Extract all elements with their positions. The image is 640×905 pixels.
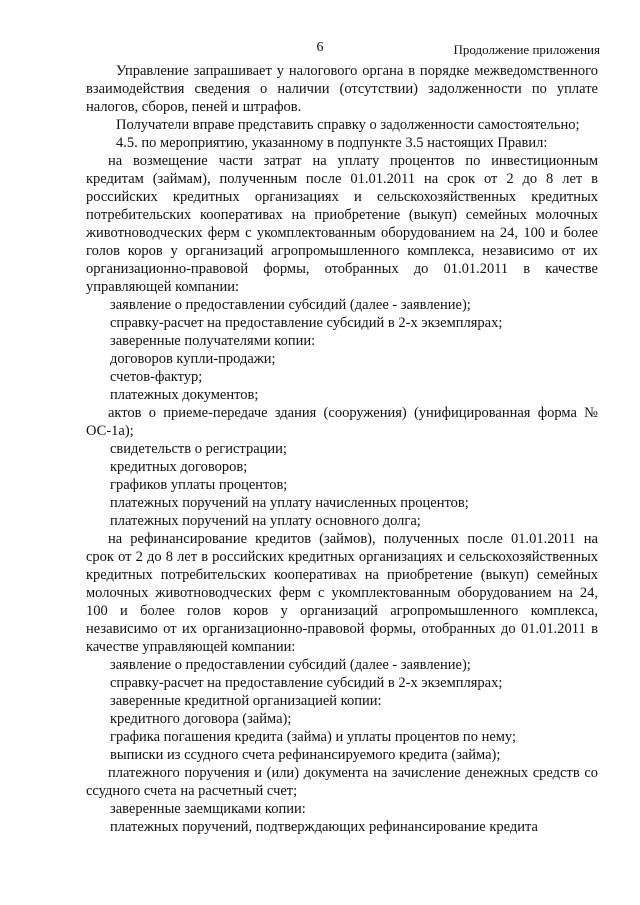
list-item: актов о приеме-передаче здания (сооружения) (унифицированная форма № ОС-1а); bbox=[86, 405, 598, 439]
paragraph: на возмещение части затрат на уплату процентов по инвестиционным кредитам (займам), полученным после 01.01.2011 на срок от 2 до 8 лет в российских кредитных организациях и сельскохозяйственных кредитных потребительских кооперативах на приобретение (выкуп) семейных молочных животноводческих ферм с укомплектованным оборудованием на 24, 100 и более голов коров у организаций агропромышленного комплекса, независимо от их организационно-правовой формы, отобранных до 01.01.2011 в качестве управляющей компании: bbox=[86, 153, 598, 295]
list-item: платежных поручений на уплату начисленных процентов; bbox=[110, 495, 469, 511]
list-item: кредитного договора (займа); bbox=[110, 711, 292, 727]
list-item: справку-расчет на предоставление субсидий в 2-х экземплярах; bbox=[110, 675, 503, 691]
list-item: заявление о предоставлении субсидий (далее - заявление); bbox=[110, 657, 471, 673]
list-item: платежных документов; bbox=[110, 387, 259, 403]
list-item: свидетельств о регистрации; bbox=[110, 441, 287, 457]
list-item: заявление о предоставлении субсидий (далее - заявление); bbox=[110, 297, 471, 313]
list-item: заверенные получателями копии: bbox=[110, 333, 316, 349]
paragraph: на рефинансирование кредитов (займов), полученных после 01.01.2011 на срок от 2 до 8 лет в российских кредитных организациях и сельскохозяйственных кредитных потребительских кооперативах на приобретение (выкуп) семейных молочных животноводческих ферм с укомплектованным оборудованием на 24, 100 и более голов коров у организаций агропромышленного комплекса, независимо от их организационно-правовой формы, отобранных до 01.01.2011 в качестве управляющей компании: bbox=[86, 531, 598, 655]
paragraph: Управление запрашивает у налогового органа в порядке межведомственного взаимодействия сведения о наличии (отсутствии) задолженности по уплате налогов, сборов, пеней и штрафов. bbox=[86, 63, 598, 115]
list-item: графиков уплаты процентов; bbox=[110, 477, 288, 493]
list-item: графика погашения кредита (займа) и уплаты процентов по нему; bbox=[110, 729, 517, 745]
list-item: договоров купли-продажи; bbox=[110, 351, 276, 367]
list-item: выписки из ссудного счета рефинансируемого кредита (займа); bbox=[110, 747, 501, 763]
paragraph: 4.5. по мероприятию, указанному в подпункте 3.5 настоящих Правил: bbox=[116, 135, 548, 151]
list-item: заверенные кредитной организацией копии: bbox=[110, 693, 382, 709]
document-body bbox=[86, 62, 598, 836]
list-item: справку-расчет на предоставление субсидий в 2-х экземплярах; bbox=[110, 315, 503, 331]
list-item: платежных поручений на уплату основного долга; bbox=[110, 513, 421, 529]
list-item: кредитных договоров; bbox=[110, 459, 248, 475]
page-number: 6 bbox=[316, 40, 324, 55]
paragraph: Получатели вправе представить справку о задолженности самостоятельно; bbox=[116, 117, 580, 133]
list-item: заверенные заемщиками копии: bbox=[110, 801, 306, 817]
continuation-note: Продолжение приложения bbox=[453, 42, 600, 57]
list-item: платежного поручения и (или) документа на зачисление денежных средств со ссудного счета на расчетный счет; bbox=[86, 765, 598, 799]
list-item: платежных поручений, подтверждающих рефинансирование кредита bbox=[110, 819, 538, 835]
list-item: счетов-фактур; bbox=[110, 369, 203, 385]
